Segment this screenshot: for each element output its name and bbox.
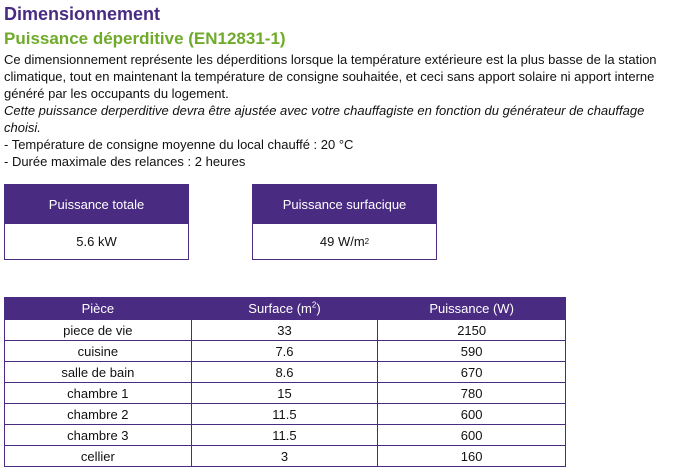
- cell-surface: 11.5: [191, 404, 378, 425]
- cell-surface: 33: [191, 320, 378, 341]
- puissance-surfacique-value-wrap: 49 W/m 2: [319, 234, 370, 249]
- table-row: [5, 362, 566, 383]
- table-row: [5, 404, 566, 425]
- puissance-surfacique-value: 49 W/m: [319, 234, 365, 249]
- cell-puissance: 2150: [378, 320, 566, 341]
- cell-surface: 8.6: [191, 362, 378, 383]
- section-subtitle: Puissance déperditive (EN12831-1): [4, 29, 286, 48]
- cell-surface: 3: [191, 446, 378, 467]
- puissance-totale-card: [4, 184, 189, 260]
- cell-piece: cuisine: [5, 341, 192, 362]
- header-surface-text: Surface (m: [248, 301, 312, 316]
- table-row: [5, 320, 566, 341]
- cell-puissance: 600: [378, 404, 566, 425]
- puissance-surfacique-label: Puissance surfacique: [253, 185, 436, 224]
- table-row: [5, 425, 566, 446]
- puissance-totale-label: Puissance totale: [5, 185, 188, 224]
- cell-surface: 15: [191, 383, 378, 404]
- cell-puissance: 670: [378, 362, 566, 383]
- puissance-surfacique-card: [252, 184, 437, 260]
- intro-text: [4, 51, 672, 170]
- page-title: Dimensionnement: [4, 4, 161, 24]
- table-row: [5, 341, 566, 362]
- cell-surface: 11.5: [191, 425, 378, 446]
- header-piece: Pièce: [5, 298, 192, 320]
- cell-piece: chambre 2: [5, 404, 192, 425]
- cell-piece: piece de vie: [5, 320, 192, 341]
- header-puissance: Puissance (W): [378, 298, 566, 320]
- cell-puissance: 780: [378, 383, 566, 404]
- header-surface-exponent: 2: [311, 300, 317, 310]
- table-header-row: [5, 298, 566, 320]
- table-row: [5, 446, 566, 467]
- intro-paragraph: Ce dimensionnement représente les déperditions lorsque la température extérieure est la plus basse de la station climatique, tout en maintenant la température de consigne souhaitée, et ceci sans apport solaire ni apport interne généré par les occupants du logement.: [4, 52, 657, 101]
- table-row: [5, 383, 566, 404]
- puissance-totale-value: 5.6 kW: [76, 234, 117, 249]
- cell-piece: salle de bain: [5, 362, 192, 383]
- intro-note: Cette puissance derperditive devra être ajustée avec votre chauffagiste en fonction du générateur de chauffage choisi.: [4, 103, 645, 135]
- cell-surface: 7.6: [191, 341, 378, 362]
- rooms-table: [4, 297, 566, 467]
- cell-piece: chambre 1: [5, 383, 192, 404]
- intro-relance: - Durée maximale des relances : 2 heures: [4, 154, 246, 169]
- intro-consigne: - Température de consigne moyenne du local chauffé : 20 °C: [4, 137, 354, 152]
- cell-piece: cellier: [5, 446, 192, 467]
- header-surface: [191, 298, 378, 320]
- header-surface-close: ): [316, 301, 321, 316]
- cell-piece: chambre 3: [5, 425, 192, 446]
- cell-puissance: 590: [378, 341, 566, 362]
- cell-puissance: 160: [378, 446, 566, 467]
- cell-puissance: 600: [378, 425, 566, 446]
